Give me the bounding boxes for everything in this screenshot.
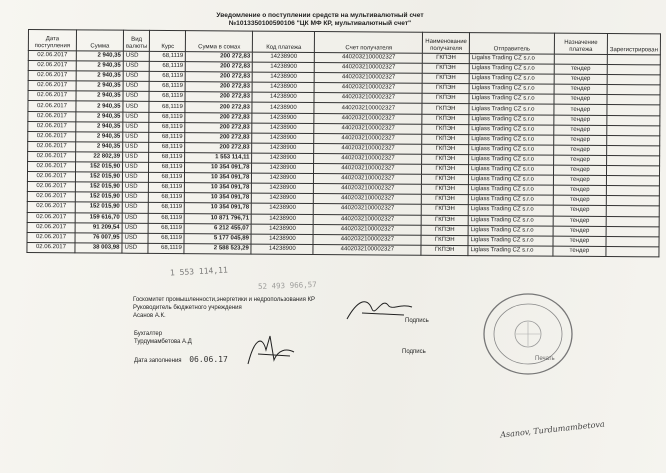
cell-sender: Liglass Trading CZ s.r.o xyxy=(468,215,553,226)
cell-sender: Liglass Trading CZ s.r.o xyxy=(469,84,554,95)
cell-recv: ГКПЭН xyxy=(422,195,469,205)
cell-sender: Liglass Trading CZ s.r.o xyxy=(468,195,553,206)
cell-amount: 2 940,35 xyxy=(76,81,123,91)
cell-sender: Liglass Trading CZ s.r.o xyxy=(468,225,553,236)
cell-purpose: тендер xyxy=(554,125,607,135)
fill-date-value: 06.06.17 xyxy=(189,355,228,364)
cell-acct: 4402032100002327 xyxy=(313,234,421,245)
cell-amount: 152 015,90 xyxy=(75,202,122,212)
cell-amount: 2 940,35 xyxy=(76,91,123,101)
cell-amount: 2 940,35 xyxy=(76,142,123,152)
cell-acct: 4402032100002327 xyxy=(314,83,422,94)
fill-date-label: Дата заполнения xyxy=(134,358,182,364)
cell-acct: 4402032100002327 xyxy=(314,153,422,164)
seal-label: Печать xyxy=(535,356,555,362)
cell-recv: ГКПЭН xyxy=(422,184,469,194)
cell-acct: 4402032100002327 xyxy=(315,53,423,64)
cell-date: 02.06.2017 xyxy=(28,141,76,151)
cell-reg xyxy=(607,85,660,95)
cell-acct: 4402032100002327 xyxy=(314,123,422,134)
cell-amount: 152 015,90 xyxy=(76,162,123,172)
cell-rate: 68,1119 xyxy=(149,203,185,213)
bottom-signature: Asanov, Turdumambetova xyxy=(499,419,606,440)
cell-som: 200 272,83 xyxy=(185,92,252,103)
cell-recv: ГКПЭН xyxy=(421,235,468,245)
cell-purpose: тендер xyxy=(553,226,606,236)
cell-date: 02.06.2017 xyxy=(28,91,76,101)
cell-reg xyxy=(606,226,659,236)
head-name: Асанов А.К. xyxy=(133,313,166,319)
cell-amount: 91 209,54 xyxy=(75,222,122,232)
cell-date: 02.06.2017 xyxy=(28,51,76,61)
cell-rate: 68,1119 xyxy=(149,183,185,193)
cell-purpose: тендер xyxy=(554,115,607,125)
accountant-block xyxy=(134,330,192,346)
cell-code: 14238900 xyxy=(252,203,314,214)
cell-rate: 68,1119 xyxy=(150,61,186,71)
cell-rate: 68,1119 xyxy=(150,51,186,61)
cell-reg xyxy=(607,145,660,155)
cell-recv: ГКПЭН xyxy=(422,164,469,174)
cell-som: 5 177 045,89 xyxy=(184,233,251,244)
cell-acct: 4402032100002327 xyxy=(314,113,422,124)
cell-cur: USD xyxy=(123,102,149,112)
cell-reg xyxy=(607,125,660,135)
cell-reg xyxy=(607,135,660,145)
cell-amount: 2 940,35 xyxy=(76,121,123,131)
cell-rate: 68,1119 xyxy=(149,162,185,172)
cell-recv: ГКПЭН xyxy=(423,53,470,63)
cell-purpose xyxy=(554,54,607,64)
cell-rate: 68,1119 xyxy=(149,122,185,132)
cell-date: 02.06.2017 xyxy=(28,131,76,141)
cell-som: 10 354 091,78 xyxy=(185,173,252,184)
cell-rate: 68,1119 xyxy=(149,92,185,102)
title-line-2: №1013350100590106 "ЦК МФ КР, мультивалютный счет" xyxy=(228,20,412,27)
cell-date: 02.06.2017 xyxy=(27,242,75,252)
cell-som: 200 272,83 xyxy=(186,72,253,83)
org-line: Госкомитет промышленности,энергетики и недропользования КР xyxy=(133,297,316,303)
cell-sender: Liglass Trading CZ s.r.o xyxy=(468,175,553,186)
cell-recv: ГКПЭН xyxy=(422,205,469,215)
cell-reg xyxy=(607,65,660,75)
accountant-name: Турдумамбетова А.Д xyxy=(134,339,192,345)
cell-purpose: тендер xyxy=(554,105,607,115)
cell-cur: USD xyxy=(123,92,149,102)
head-title: Руководитель бюджетного учреждения xyxy=(133,305,242,311)
cell-acct: 4402032100002327 xyxy=(314,164,422,175)
cell-recv: ГКПЭН xyxy=(422,174,469,184)
signatory-block xyxy=(133,296,315,320)
cell-amount: 22 802,39 xyxy=(76,152,123,162)
cell-som: 10 871 796,71 xyxy=(185,213,252,224)
cell-purpose: тендер xyxy=(554,145,607,155)
cell-date: 02.06.2017 xyxy=(28,81,76,91)
cell-purpose: тендер xyxy=(554,74,607,84)
col-payment-code: Код платежа xyxy=(253,31,315,52)
cell-som: 200 272,83 xyxy=(185,112,252,123)
cell-amount: 2 940,35 xyxy=(76,61,123,71)
cell-recv: ГКПЭН xyxy=(422,94,469,104)
cell-rate: 68,1119 xyxy=(149,82,185,92)
cell-code: 14238900 xyxy=(251,244,313,255)
cell-cur: USD xyxy=(123,61,149,71)
cell-som: 10 354 091,78 xyxy=(185,203,252,214)
cell-reg xyxy=(607,115,660,125)
cell-rate: 68,1119 xyxy=(149,172,185,182)
cell-code: 14238900 xyxy=(252,193,314,204)
cell-purpose: тендер xyxy=(553,236,606,246)
cell-purpose: тендер xyxy=(554,135,607,145)
cell-purpose: тендер xyxy=(553,185,606,195)
cell-recv: ГКПЭН xyxy=(422,134,469,144)
accountant-title: Бухгалтер xyxy=(134,331,163,337)
cell-date: 02.06.2017 xyxy=(27,182,75,192)
cell-amount: 152 015,90 xyxy=(75,172,122,182)
cell-purpose: тендер xyxy=(554,155,607,165)
cell-som: 10 354 091,78 xyxy=(185,163,252,174)
cell-rate: 68,1119 xyxy=(149,213,185,223)
cell-cur: USD xyxy=(122,172,148,182)
handwritten-note: 1 553 114,11 xyxy=(169,265,228,278)
accountant-signature-icon xyxy=(240,330,300,370)
cell-amount: 159 616,70 xyxy=(75,212,122,222)
cell-acct: 4402032100002327 xyxy=(314,184,422,195)
cell-acct: 4402032100002327 xyxy=(313,244,421,255)
cell-recv: ГКПЭН xyxy=(422,104,469,114)
col-registered: Зарегистрирован xyxy=(607,34,660,55)
cell-reg xyxy=(607,155,660,165)
cell-cur: USD xyxy=(122,233,148,243)
official-seal-icon xyxy=(478,288,578,378)
cell-rate: 68,1119 xyxy=(150,72,186,82)
cell-cur: USD xyxy=(123,71,149,81)
cell-rate: 68,1119 xyxy=(149,132,185,142)
cell-cur: USD xyxy=(123,162,149,172)
cell-sender: Liglass Trading CZ s.r.o xyxy=(469,94,554,105)
cell-code: 14238900 xyxy=(252,183,314,194)
cell-rate: 68,1119 xyxy=(149,112,185,122)
cell-code: 14238900 xyxy=(251,234,313,245)
col-amount-som: Сумма в сомах xyxy=(186,31,253,52)
cell-recv: ГКПЭН xyxy=(421,245,468,255)
cell-acct: 4402032100002327 xyxy=(314,133,422,144)
head-signature-icon xyxy=(342,291,422,327)
cell-code: 14238900 xyxy=(252,163,314,174)
cell-purpose: тендер xyxy=(553,195,606,205)
cell-code: 14238900 xyxy=(252,82,314,93)
cell-sender: Liglass Trading CZ s.r.o xyxy=(469,134,554,145)
col-amount: Сумма xyxy=(76,30,123,51)
cell-purpose: тендер xyxy=(553,246,606,256)
cell-sender: Liglass Trading CZ s.r.o xyxy=(468,205,553,216)
cell-date: 02.06.2017 xyxy=(28,71,76,81)
cell-amount: 2 940,35 xyxy=(76,51,123,61)
cell-som: 6 212 455,07 xyxy=(184,223,251,234)
cell-acct: 4402032100002327 xyxy=(314,214,422,225)
cell-cur: USD xyxy=(123,112,149,122)
cell-cur: USD xyxy=(123,51,149,61)
cell-date: 02.06.2017 xyxy=(27,202,75,212)
cell-date: 02.06.2017 xyxy=(28,121,76,131)
cell-cur: USD xyxy=(122,243,148,253)
cell-sender: Liglass Trading CZ s.r.o xyxy=(469,114,554,125)
col-rate: Курс xyxy=(150,30,186,51)
cell-recv: ГКПЭН xyxy=(422,154,469,164)
cell-sender: Liglass Trading CZ s.r.o xyxy=(468,235,553,246)
cell-sender: Liglass Trading CZ s.r.o xyxy=(469,104,554,115)
col-purpose: Назначение платежа xyxy=(554,33,607,54)
cell-sender: Liglass Trading CZ s.r.o xyxy=(468,245,553,256)
cell-date: 02.06.2017 xyxy=(28,111,76,121)
cell-cur: USD xyxy=(122,182,148,192)
cell-purpose: тендер xyxy=(553,216,606,226)
cell-sender: Liglass Trading CZ s.r.o xyxy=(469,74,554,85)
cell-reg xyxy=(607,95,660,105)
cell-date: 02.06.2017 xyxy=(28,61,76,71)
cell-reg xyxy=(607,75,660,85)
cell-som: 200 272,83 xyxy=(186,62,253,73)
cell-code: 14238900 xyxy=(252,173,314,184)
cell-reg xyxy=(606,196,659,206)
cell-som: 200 272,83 xyxy=(185,142,252,153)
cell-purpose: тендер xyxy=(553,175,606,185)
cell-sender: Liglass Trading CZ s.r.o xyxy=(469,64,554,75)
cell-code: 14238900 xyxy=(252,153,314,164)
sign-label-head: Подпись xyxy=(405,318,429,324)
cell-cur: USD xyxy=(123,152,149,162)
cell-sender: Liglass Trading CZ s.r.o xyxy=(469,155,554,166)
cell-acct: 4402032100002327 xyxy=(313,224,421,235)
cell-code: 14238900 xyxy=(253,52,315,63)
cell-cur: USD xyxy=(122,192,148,202)
cell-acct: 4402032100002327 xyxy=(314,93,422,104)
cell-sender: Liglass Trading CZ s.r.o xyxy=(469,144,554,155)
cell-sender: Ligalss Trading CZ s.r.o xyxy=(469,54,554,65)
cell-som: 10 354 091,78 xyxy=(185,193,252,204)
cell-code: 14238900 xyxy=(252,143,314,154)
cell-reg xyxy=(607,55,660,65)
cell-purpose: тендер xyxy=(553,165,606,175)
fill-date-row xyxy=(134,356,228,365)
table-body xyxy=(27,51,660,257)
cell-acct: 4402032100002327 xyxy=(314,194,422,205)
cell-reg xyxy=(606,166,659,176)
sign-label-accountant: Подпись xyxy=(402,349,426,355)
cell-rate: 68,1119 xyxy=(149,142,185,152)
cell-purpose: тендер xyxy=(553,206,606,216)
cell-som: 200 272,83 xyxy=(185,122,252,133)
cell-rate: 68,1119 xyxy=(148,233,184,243)
cell-date: 02.06.2017 xyxy=(27,192,75,202)
cell-code: 14238900 xyxy=(253,72,315,83)
cell-rate: 68,1119 xyxy=(148,243,184,253)
cell-acct: 4402032100002327 xyxy=(315,73,423,84)
cell-reg xyxy=(606,176,659,186)
col-currency: Вид валюты xyxy=(123,30,150,51)
cell-amount: 2 940,35 xyxy=(76,101,123,111)
cell-sender: Liglass Trading CZ s.r.o xyxy=(468,185,553,196)
document-title xyxy=(205,12,435,28)
cell-amount: 152 015,90 xyxy=(75,182,122,192)
handwritten-note-2: 52 493 966,57 xyxy=(257,279,317,292)
receipts-table xyxy=(26,29,661,257)
cell-code: 14238900 xyxy=(251,224,313,235)
cell-cur: USD xyxy=(123,122,149,132)
cell-reg xyxy=(606,206,659,216)
cell-date: 02.06.2017 xyxy=(27,232,75,242)
cell-recv: ГКПЭН xyxy=(421,225,468,235)
cell-code: 14238900 xyxy=(252,133,314,144)
cell-amount: 2 940,35 xyxy=(76,71,123,81)
cell-cur: USD xyxy=(123,132,149,142)
cell-sender: Liglass Trading CZ s.r.o xyxy=(468,165,553,176)
cell-date: 02.06.2017 xyxy=(28,162,76,172)
cell-cur: USD xyxy=(122,213,148,223)
cell-acct: 4402032100002327 xyxy=(315,63,423,74)
cell-code: 14238900 xyxy=(252,92,314,103)
cell-purpose: тендер xyxy=(554,84,607,94)
cell-date: 02.06.2017 xyxy=(28,101,76,111)
cell-recv: ГКПЭН xyxy=(423,73,470,83)
cell-recv: ГКПЭН xyxy=(422,215,469,225)
cell-acct: 4402032100002327 xyxy=(314,174,422,185)
cell-amount: 2 940,35 xyxy=(76,132,123,142)
cell-som: 10 354 091,78 xyxy=(185,183,252,194)
cell-code: 14238900 xyxy=(252,214,314,225)
col-recipient-name: Наименование получателя xyxy=(423,32,470,53)
cell-reg xyxy=(606,236,659,246)
cell-amount: 152 015,90 xyxy=(75,192,122,202)
cell-som: 200 272,83 xyxy=(185,132,252,143)
cell-cur: USD xyxy=(123,142,149,152)
cell-purpose: тендер xyxy=(554,95,607,105)
cell-rate: 68,1119 xyxy=(148,223,184,233)
cell-reg xyxy=(606,246,659,256)
cell-amount: 38 003,98 xyxy=(75,243,122,253)
cell-recv: ГКПЭН xyxy=(422,84,469,94)
cell-date: 02.06.2017 xyxy=(27,222,75,232)
cell-acct: 4402032100002327 xyxy=(314,204,422,215)
cell-som: 200 272,83 xyxy=(185,102,252,113)
cell-code: 14238900 xyxy=(252,123,314,134)
cell-cur: USD xyxy=(123,81,149,91)
cell-code: 14238900 xyxy=(253,62,315,73)
cell-recv: ГКПЭН xyxy=(423,63,470,73)
cell-acct: 4402032100002327 xyxy=(314,143,422,154)
cell-rate: 68,1119 xyxy=(149,102,185,112)
cell-date: 02.06.2017 xyxy=(27,172,75,182)
cell-recv: ГКПЭН xyxy=(422,144,469,154)
cell-som: 1 553 114,11 xyxy=(185,153,252,164)
cell-recv: ГКПЭН xyxy=(422,114,469,124)
cell-reg xyxy=(606,216,659,226)
cell-acct: 4402032100002327 xyxy=(314,103,422,114)
cell-amount: 76 007,95 xyxy=(75,233,122,243)
cell-som: 200 272,83 xyxy=(186,52,253,63)
cell-purpose: тендер xyxy=(554,64,607,74)
cell-reg xyxy=(607,105,660,115)
col-date: Дата поступления xyxy=(28,30,76,51)
cell-date: 02.06.2017 xyxy=(28,151,76,161)
col-sender: Отправитель xyxy=(469,33,554,55)
cell-cur: USD xyxy=(122,203,148,213)
cell-rate: 68,1119 xyxy=(149,152,185,162)
cell-sender: Liglass Trading CZ s.r.o xyxy=(469,124,554,135)
col-recipient-account: Счет получателя xyxy=(315,32,423,54)
cell-som: 2 588 523,29 xyxy=(184,243,251,254)
title-line-1: Уведомление о поступлении средств на мультивалютный счет xyxy=(216,12,424,19)
cell-amount: 2 940,35 xyxy=(76,111,123,121)
cell-code: 14238900 xyxy=(252,103,314,114)
cell-rate: 68,1119 xyxy=(149,193,185,203)
cell-reg xyxy=(606,186,659,196)
cell-cur: USD xyxy=(122,223,148,233)
cell-code: 14238900 xyxy=(252,113,314,124)
cell-date: 02.06.2017 xyxy=(27,212,75,222)
cell-recv: ГКПЭН xyxy=(422,124,469,134)
cell-som: 200 272,83 xyxy=(185,82,252,93)
